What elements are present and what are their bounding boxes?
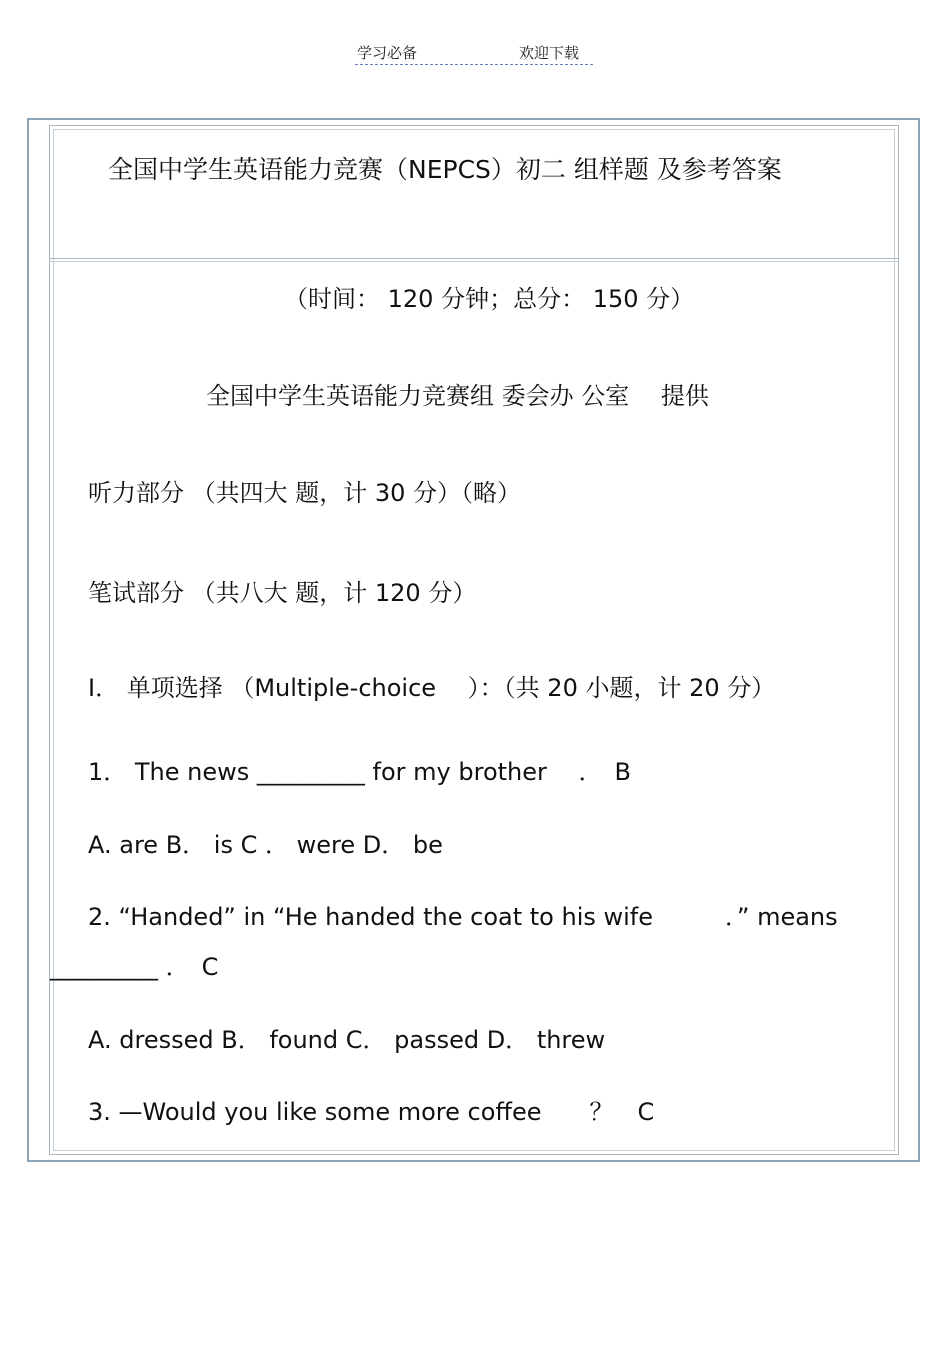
exam-info: （时间： 120 分钟；总分： 150 分） [284, 285, 695, 313]
header-left-text: 学习必备 [357, 44, 418, 62]
document-inner-border [53, 129, 895, 1151]
question-1: 1． The news _________ for my brother ． B [88, 758, 631, 786]
title-divider [50, 258, 898, 259]
page-header [355, 40, 593, 65]
listening-section: 听力部分 （共四大 题，计 30 分）（略） [88, 479, 522, 507]
header-right-text: 欢迎下载 [519, 44, 580, 62]
document-inner-frame [49, 125, 899, 1155]
document-title: 全国中学生英语能力竞赛（NEPCS）初二 组样题 及参考答案 [108, 155, 782, 184]
document-frame [27, 118, 920, 1162]
question-1-options: A. are B． is C ． were D． be [88, 831, 443, 859]
question-3: 3. —Would you like some more coffee ？ C [88, 1098, 655, 1126]
question-2-line-2: _________ ． C [50, 953, 219, 981]
section-heading-multiple-choice: I． 单项选择 （Multiple-choice ）：（共 20 小题，计 20 分） [88, 674, 776, 702]
title-divider-secondary [50, 261, 898, 262]
provider-line: 全国中学生英语能力竞赛组 委会办 公室 提供 [206, 382, 709, 410]
question-2-options: A. dressed B． found C． passed D． threw [88, 1026, 606, 1054]
question-2-line-1: 2. “Handed” in “He handed the coat to his wife ．” means [88, 903, 838, 931]
writing-section: 笔试部分 （共八大 题，计 120 分） [88, 579, 477, 607]
